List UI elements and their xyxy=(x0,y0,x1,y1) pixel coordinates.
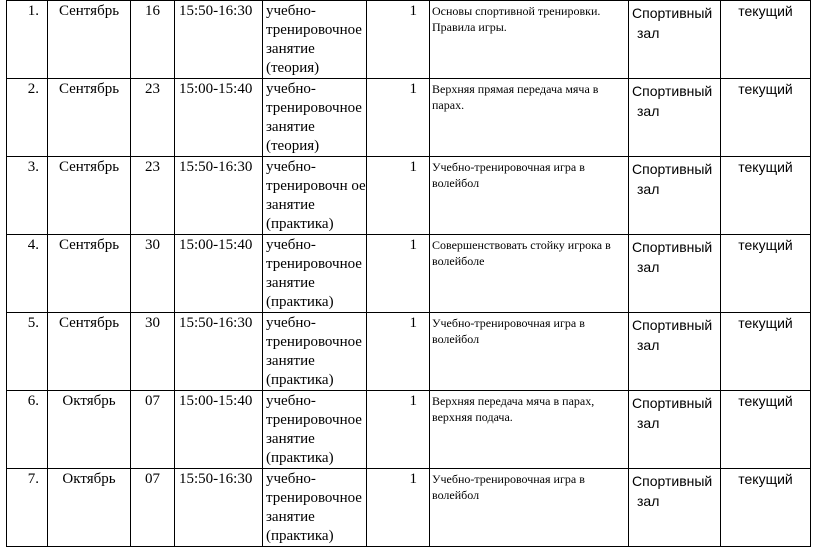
place-cell xyxy=(629,469,721,547)
day-cell: 16 xyxy=(131,1,175,79)
hours-cell: 1 xyxy=(367,235,430,313)
place-line-2: зал xyxy=(637,415,660,431)
place-line-2: зал xyxy=(637,493,660,509)
place-line-2: зал xyxy=(637,25,660,41)
topic-cell: Совершенствовать стойку игрока в волейболе xyxy=(430,235,629,313)
topic-cell: Верхняя передача мяча в парах, верхняя подача. xyxy=(430,391,629,469)
row-number: 5. xyxy=(7,313,48,391)
control-form-cell: текущий xyxy=(721,157,811,235)
place-cell xyxy=(629,157,721,235)
row-number: 4. xyxy=(7,235,48,313)
row-number: 6. xyxy=(7,391,48,469)
place-cell xyxy=(629,79,721,157)
lesson-type-cell: учебно-тренировочное занятие (практика) xyxy=(263,469,367,547)
lesson-type-cell: учебно-тренировочное занятие (теория) xyxy=(263,1,367,79)
row-number: 2. xyxy=(7,79,48,157)
time-cell: 15:50-16:30 xyxy=(175,469,263,547)
place-cell xyxy=(629,235,721,313)
day-cell: 07 xyxy=(131,469,175,547)
topic-cell: Основы спортивной тренировки. Правила игры. xyxy=(430,1,629,79)
month-cell: Октябрь xyxy=(48,469,131,547)
day-cell: 30 xyxy=(131,313,175,391)
place-line-2: зал xyxy=(637,103,660,119)
place-cell xyxy=(629,391,721,469)
lesson-type-cell: учебно-тренировочное занятие (практика) xyxy=(263,235,367,313)
control-form-cell: текущий xyxy=(721,1,811,79)
topic-cell: Учебно-тренировочная игра в волейбол xyxy=(430,469,629,547)
table-row xyxy=(7,313,811,391)
control-form-cell: текущий xyxy=(721,79,811,157)
day-cell: 30 xyxy=(131,235,175,313)
place-line-1: Спортивный xyxy=(632,395,713,411)
row-number: 1. xyxy=(7,1,48,79)
day-cell: 23 xyxy=(131,79,175,157)
schedule-table-body xyxy=(7,1,811,547)
table-row xyxy=(7,79,811,157)
day-cell: 07 xyxy=(131,391,175,469)
control-form-cell: текущий xyxy=(721,235,811,313)
topic-cell: Учебно-тренировочная игра в волейбол xyxy=(430,313,629,391)
time-cell: 15:00-15:40 xyxy=(175,79,263,157)
hours-cell: 1 xyxy=(367,391,430,469)
place-line-1: Спортивный xyxy=(632,473,713,489)
time-cell: 15:00-15:40 xyxy=(175,235,263,313)
control-form-cell: текущий xyxy=(721,469,811,547)
topic-cell: Учебно-тренировочная игра в волейбол xyxy=(430,157,629,235)
place-line-1: Спортивный xyxy=(632,317,713,333)
lesson-type-cell: учебно-тренировочное занятие (теория) xyxy=(263,79,367,157)
place-line-1: Спортивный xyxy=(632,161,713,177)
time-cell: 15:50-16:30 xyxy=(175,1,263,79)
row-number: 7. xyxy=(7,469,48,547)
month-cell: Октябрь xyxy=(48,391,131,469)
month-cell: Сентябрь xyxy=(48,235,131,313)
hours-cell: 1 xyxy=(367,157,430,235)
place-line-2: зал xyxy=(637,337,660,353)
schedule-table xyxy=(6,0,811,547)
time-cell: 15:50-16:30 xyxy=(175,313,263,391)
table-row xyxy=(7,1,811,79)
time-cell: 15:50-16:30 xyxy=(175,157,263,235)
topic-cell: Верхняя прямая передача мяча в парах. xyxy=(430,79,629,157)
control-form-cell: текущий xyxy=(721,391,811,469)
month-cell: Сентябрь xyxy=(48,157,131,235)
place-line-1: Спортивный xyxy=(632,239,713,255)
day-cell: 23 xyxy=(131,157,175,235)
time-cell: 15:00-15:40 xyxy=(175,391,263,469)
month-cell: Сентябрь xyxy=(48,79,131,157)
hours-cell: 1 xyxy=(367,313,430,391)
control-form-cell: текущий xyxy=(721,313,811,391)
row-number: 3. xyxy=(7,157,48,235)
lesson-type-cell: учебно-тренировочное занятие (практика) xyxy=(263,391,367,469)
lesson-type-cell: учебно-тренировочн ое занятие (практика) xyxy=(263,157,367,235)
hours-cell: 1 xyxy=(367,1,430,79)
place-line-1: Спортивный xyxy=(632,5,713,21)
place-cell xyxy=(629,313,721,391)
month-cell: Сентябрь xyxy=(48,1,131,79)
table-row xyxy=(7,469,811,547)
table-row xyxy=(7,157,811,235)
lesson-type-cell: учебно-тренировочное занятие (практика) xyxy=(263,313,367,391)
place-line-1: Спортивный xyxy=(632,83,713,99)
hours-cell: 1 xyxy=(367,469,430,547)
place-line-2: зал xyxy=(637,181,660,197)
month-cell: Сентябрь xyxy=(48,313,131,391)
table-row xyxy=(7,391,811,469)
place-cell xyxy=(629,1,721,79)
place-line-2: зал xyxy=(637,259,660,275)
hours-cell: 1 xyxy=(367,79,430,157)
table-row xyxy=(7,235,811,313)
